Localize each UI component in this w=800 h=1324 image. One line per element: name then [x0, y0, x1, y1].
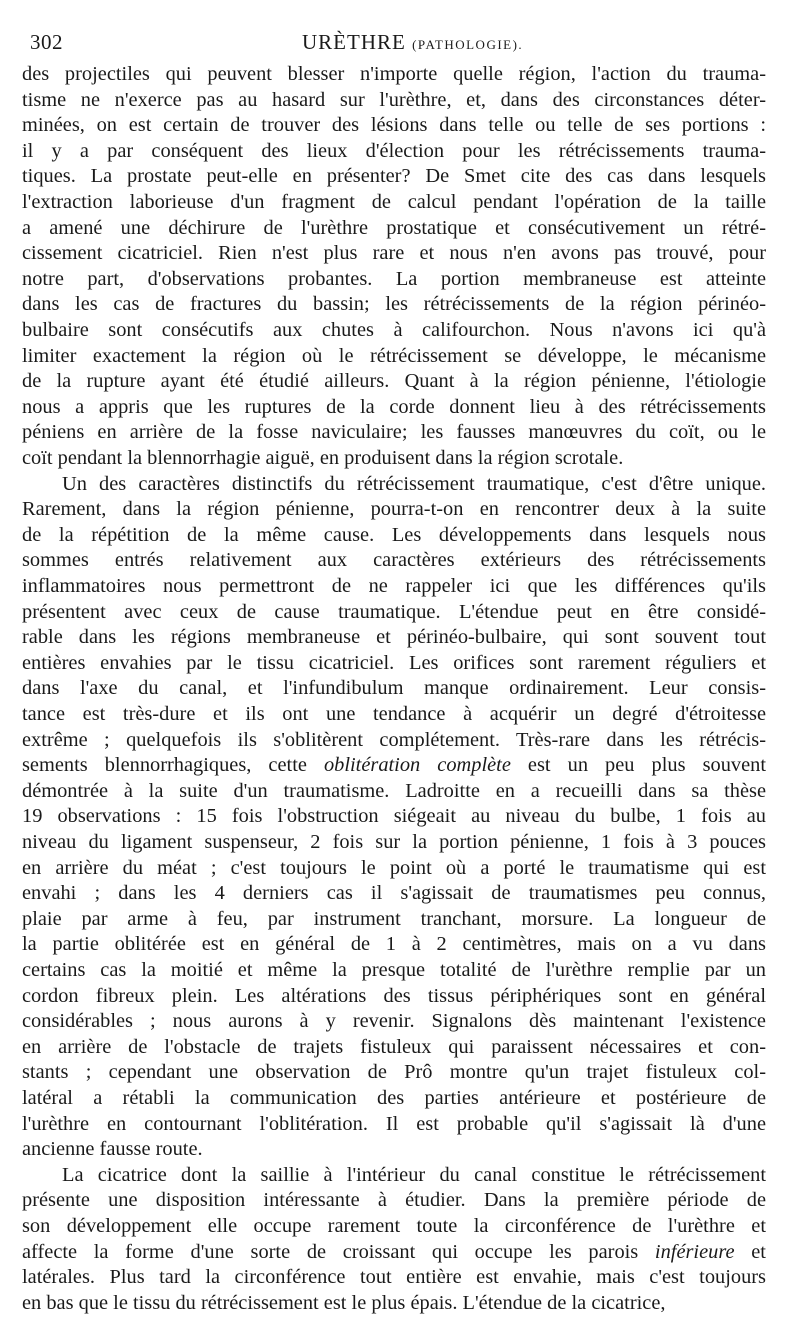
text-line: présentent avec ceux de cause traumatique. L'étendue peut en être considé- — [22, 600, 766, 623]
text-line: certains cas la moitié et même la presque totalité de l'urèthre remplie par un — [22, 959, 766, 981]
text-line: entières envahies par le tissu cicatriciel. Les orifices sont rarement réguliers et — [22, 651, 766, 674]
text-line: de la répétition de la même cause. Les développements dans lesquels nous — [22, 523, 766, 546]
text-line: minées, on est certain de trouver des lésions dans telle ou telle de ses portions : — [22, 114, 766, 137]
running-head — [302, 30, 523, 55]
text-line: 19 observations : 15 fois l'obstruction siégeait au niveau du bulbe, 1 fois au — [22, 805, 766, 828]
text-line: péniens en arrière de la fosse naviculaire; les fausses manœuvres du coït, ou le — [22, 421, 766, 444]
text-line: tisme ne n'exerce pas au hasard sur l'urèthre, et, dans des circonstances déter- — [22, 88, 766, 111]
text-line: ancienne fausse route. — [22, 1138, 203, 1161]
text-line: en arrière de l'obstacle de trajets fistuleux qui paraissent nécessaires et con- — [22, 1035, 766, 1058]
text-line: des projectiles qui peuvent blesser n'importe quelle région, l'action du trauma- — [22, 63, 766, 85]
text-line: démontrée à la suite d'un traumatisme. Ladroitte en a recueilli dans sa thèse — [22, 779, 766, 802]
text-line: de la rupture ayant été étudié ailleurs. Quant à la région pénienne, l'étiologie — [22, 370, 766, 393]
text-line: a amené une déchirure de l'urèthre prostatique et consécutivement un rétré- — [22, 216, 766, 239]
page-number: 302 — [30, 30, 63, 54]
text-line: sements blennorrhagiques, cette oblitération complète est un peu plus souvent — [22, 754, 766, 777]
page-header — [30, 28, 770, 58]
text-line: bulbaire sont consécutifs aux chutes à califourchon. Nous n'avons ici qu'à — [22, 319, 766, 341]
text-line: limiter exactement la région où le rétrécissement se développe, le mécanisme — [22, 344, 766, 367]
text-line: stants ; cependant une observation de Prô montre qu'un trajet fistuleux col- — [22, 1061, 766, 1084]
text-line: tiques. La prostate peut-elle en présenter? De Smet cite des cas dans lesquels — [22, 165, 766, 188]
text-line: il y a par conséquent des lieux d'élection pour les rétrécissements trauma- — [22, 139, 766, 162]
text-line: présente une disposition intéressante à étudier. Dans la première période de — [22, 1189, 766, 1212]
text-line: plaie par arme à feu, par instrument tranchant, morsure. La longueur de — [22, 907, 766, 930]
text-line: sommes entrés relativement aux caractères extérieurs des rétrécissements — [22, 549, 766, 572]
text-line: l'urèthre en contournant l'oblitération. Il est probable qu'il s'agissait là d'une — [22, 1112, 766, 1135]
text-line: La cicatrice dont la saillie à l'intérieur du canal constitue le rétrécissement — [62, 1163, 766, 1186]
text-line: dans les cas de fractures du bassin; les rétrécissements de la région périnéo- — [22, 293, 766, 316]
text-line: cordon fibreux plein. Les altérations des tissus périphériques sont en général — [22, 984, 766, 1007]
text-line: nous a appris que les ruptures de la corde donnent lieu à des rétrécissements — [22, 395, 766, 418]
text-line: tance est très-dure et ils ont une tendance à acquérir un degré d'étroitesse — [22, 703, 766, 725]
text-line: extrême ; quelquefois ils s'oblitèrent complétement. Très-rare dans les rétrécis- — [22, 728, 766, 751]
text-line: Rarement, dans la région pénienne, pourra-t-on en rencontrer deux à la suite — [22, 498, 766, 521]
text-line: niveau du ligament suspenseur, 2 fois sur la portion pénienne, 1 fois à 3 pouces — [22, 831, 766, 853]
text-line: Un des caractères distinctifs du rétrécissement traumatique, c'est d'être unique. — [62, 472, 766, 495]
text-line: envahi ; dans les 4 derniers cas il s'agissait de traumatismes peu connus, — [22, 882, 766, 905]
text-line: coït pendant la blennorrhagie aiguë, en produisent dans la région scrotale. — [22, 447, 624, 469]
running-subtitle: (PATHOLOGIE). — [412, 37, 524, 52]
text-line: en bas que le tissu du rétrécissement est le plus épais. L'étendue de la cicatrice, — [22, 1291, 666, 1314]
text-line: en arrière du méat ; c'est toujours le point où a porté le traumatisme qui est — [22, 856, 766, 879]
text-line: latéral a rétabli la communication des parties antérieure et postérieure de — [22, 1087, 766, 1109]
text-line: latérales. Plus tard la circonférence tout entière est envahie, mais c'est toujours — [22, 1266, 766, 1289]
text-line: considérables ; nous aurons à y revenir. Signalons dès maintenant l'existence — [22, 1010, 766, 1033]
running-title: URÈTHRE — [302, 30, 406, 54]
text-line: notre part, d'observations probantes. La portion membraneuse est atteinte — [22, 267, 766, 290]
text-line: son développement elle occupe rarement toute la circonférence de l'urèthre et — [22, 1215, 766, 1237]
text-line: rable dans les régions membraneuse et périnéo-bulbaire, qui sont souvent tout — [22, 626, 766, 649]
text-line: affecte la forme d'une sorte de croissant qui occupe les parois inférieure et — [22, 1240, 766, 1263]
text-line: la partie oblitérée est en général de 1 à 2 centimètres, mais on a vu dans — [22, 933, 766, 956]
text-line: cissement cicatriciel. Rien n'est plus rare et nous n'en avons pas trouvé, pour — [22, 242, 766, 265]
text-line: l'extraction laborieuse d'un fragment de calcul pendant l'opération de la taille — [22, 191, 766, 213]
text-line: inflammatoires nous permettront de ne rappeler ici que les différences qu'ils — [22, 575, 766, 597]
text-line: dans l'axe du canal, et l'infundibulum manque ordinairement. Leur consis- — [22, 677, 766, 700]
